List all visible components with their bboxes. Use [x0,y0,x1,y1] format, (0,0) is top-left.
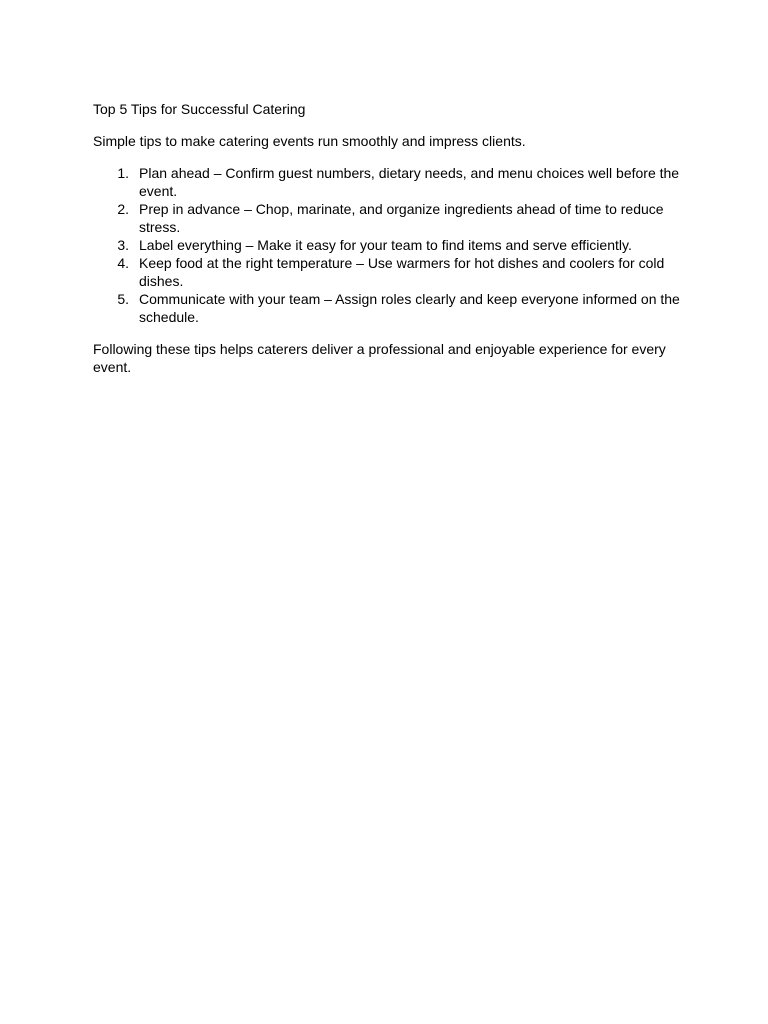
list-item-number: 2. [117,201,129,217]
list-item-text: Keep food at the right temperature – Use warmers for hot dishes and coolers for cold dishes. [139,255,665,289]
document-title: Top 5 Tips for Successful Catering [93,101,306,117]
tips-list [93,164,683,326]
list-item-text: Plan ahead – Confirm guest numbers, dietary needs, and menu choices well before the event. [139,165,680,199]
list-item-number: 4. [117,255,129,271]
list-item-text: Prep in advance – Chop, marinate, and organize ingredients ahead of time to reduce stress. [139,201,664,235]
list-item [93,236,683,254]
list-item-number: 1. [117,165,129,181]
list-item [93,290,683,326]
intro-paragraph: Simple tips to make catering events run smoothly and impress clients. [93,133,526,149]
list-item [93,164,683,200]
list-item-number: 5. [117,291,129,307]
closing-paragraph: Following these tips helps caterers deliver a professional and enjoyable experience for every event. [93,341,666,375]
list-item [93,200,683,236]
list-item-text: Label everything – Make it easy for your team to find items and serve efficiently. [139,237,632,253]
document-page [93,100,683,376]
list-item-text: Communicate with your team – Assign roles clearly and keep everyone informed on the schedule. [139,291,680,325]
list-item [93,254,683,290]
list-item-number: 3. [117,237,129,253]
